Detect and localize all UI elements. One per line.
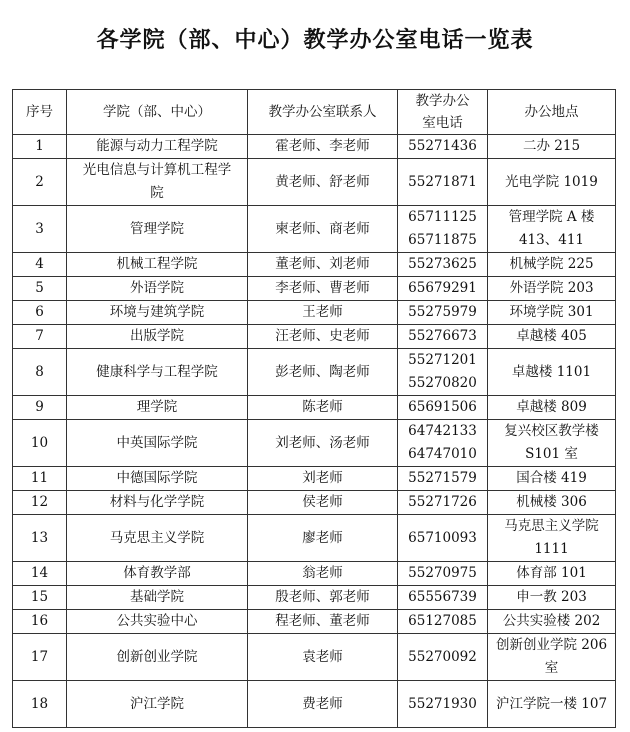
college-name: 沪江学院 — [67, 681, 248, 728]
contact-name: 殷老师、郭老师 — [248, 586, 398, 610]
row-number: 2 — [13, 159, 67, 206]
college-name: 能源与动力工程学院 — [67, 135, 248, 159]
phone-cell — [398, 349, 488, 396]
phone-number: 55271436 — [408, 138, 477, 154]
phone-number: 55270975 — [408, 565, 477, 581]
college-name: 马克思主义学院 — [67, 515, 248, 562]
row-number: 17 — [13, 634, 67, 681]
office-location: 申一教 203 — [488, 586, 616, 610]
table-row — [13, 206, 616, 253]
phone-number: 55270820 — [408, 375, 477, 391]
contact-name: 霍老师、李老师 — [248, 135, 398, 159]
phone-cell — [398, 467, 488, 491]
phone-number: 65127085 — [408, 613, 477, 629]
office-location: 卓越楼 809 — [488, 396, 616, 420]
college-name: 体育教学部 — [67, 562, 248, 586]
college-name: 理学院 — [67, 396, 248, 420]
header-no: 序号 — [13, 90, 67, 135]
contact-name: 刘老师、汤老师 — [248, 420, 398, 467]
phone-cell — [398, 634, 488, 681]
row-number: 12 — [13, 491, 67, 515]
phone-number: 64742133 — [408, 423, 477, 439]
contact-name: 费老师 — [248, 681, 398, 728]
table-row — [13, 610, 616, 634]
phone-number: 65711125 — [408, 209, 477, 225]
phone-number: 65711875 — [408, 232, 477, 248]
phone-cell — [398, 253, 488, 277]
table-row — [13, 349, 616, 396]
contact-name: 袁老师 — [248, 634, 398, 681]
phone-cell — [398, 301, 488, 325]
contact-name: 汪老师、史老师 — [248, 325, 398, 349]
table-row — [13, 467, 616, 491]
office-location: 马克思主义学院 1111 — [488, 515, 616, 562]
college-name: 中英国际学院 — [67, 420, 248, 467]
phone-cell — [398, 277, 488, 301]
phone-number: 55271930 — [408, 695, 477, 712]
office-location: 管理学院 A 楼 413、411 — [488, 206, 616, 253]
contact-name: 程老师、董老师 — [248, 610, 398, 634]
office-location: 光电学院 1019 — [488, 159, 616, 206]
table-row — [13, 420, 616, 467]
phone-number: 55273625 — [408, 256, 477, 272]
phone-number: 55271871 — [408, 173, 477, 190]
phone-number: 55271579 — [408, 470, 477, 486]
contact-table — [12, 89, 616, 728]
table-row — [13, 491, 616, 515]
contact-name: 柬老师、商老师 — [248, 206, 398, 253]
contact-name: 李老师、曹老师 — [248, 277, 398, 301]
contact-name: 翁老师 — [248, 562, 398, 586]
college-name: 中德国际学院 — [67, 467, 248, 491]
contact-name: 彭老师、陶老师 — [248, 349, 398, 396]
contact-name: 侯老师 — [248, 491, 398, 515]
phone-number: 55271201 — [408, 352, 477, 368]
college-name: 公共实验中心 — [67, 610, 248, 634]
phone-cell — [398, 610, 488, 634]
row-number: 14 — [13, 562, 67, 586]
phone-number: 65691506 — [408, 399, 477, 415]
phone-number: 64747010 — [408, 446, 477, 462]
row-number: 10 — [13, 420, 67, 467]
college-name: 基础学院 — [67, 586, 248, 610]
phone-cell — [398, 325, 488, 349]
header-location: 办公地点 — [488, 90, 616, 135]
office-location: 环境学院 301 — [488, 301, 616, 325]
office-location: 沪江学院一楼 107 — [488, 681, 616, 728]
table-row — [13, 396, 616, 420]
phone-cell — [398, 159, 488, 206]
row-number: 11 — [13, 467, 67, 491]
row-number: 4 — [13, 253, 67, 277]
table-header-row — [13, 90, 616, 135]
phone-number: 65710093 — [408, 529, 477, 546]
table-row — [13, 253, 616, 277]
office-location: 外语学院 203 — [488, 277, 616, 301]
row-number: 16 — [13, 610, 67, 634]
college-name: 机械工程学院 — [67, 253, 248, 277]
contact-name: 黄老师、舒老师 — [248, 159, 398, 206]
header-contact: 教学办公室联系人 — [248, 90, 398, 135]
phone-cell — [398, 396, 488, 420]
row-number: 7 — [13, 325, 67, 349]
row-number: 9 — [13, 396, 67, 420]
phone-number: 65679291 — [408, 280, 477, 296]
contact-name: 董老师、刘老师 — [248, 253, 398, 277]
row-number: 5 — [13, 277, 67, 301]
contact-name: 陈老师 — [248, 396, 398, 420]
office-location: 二办 215 — [488, 135, 616, 159]
office-location: 卓越楼 405 — [488, 325, 616, 349]
college-name: 健康科学与工程学院 — [67, 349, 248, 396]
office-location: 机械学院 225 — [488, 253, 616, 277]
table-row — [13, 681, 616, 728]
contact-name: 王老师 — [248, 301, 398, 325]
row-number: 3 — [13, 206, 67, 253]
header-college: 学院（部、中心） — [67, 90, 248, 135]
college-name: 材料与化学学院 — [67, 491, 248, 515]
table-row — [13, 135, 616, 159]
table-row — [13, 277, 616, 301]
table-row — [13, 301, 616, 325]
phone-cell — [398, 491, 488, 515]
phone-cell — [398, 681, 488, 728]
phone-number: 55276673 — [408, 328, 477, 344]
table-row — [13, 515, 616, 562]
office-location: 公共实验楼 202 — [488, 610, 616, 634]
phone-cell — [398, 515, 488, 562]
college-name: 创新创业学院 — [67, 634, 248, 681]
row-number: 15 — [13, 586, 67, 610]
phone-number: 55271726 — [408, 494, 477, 510]
table-row — [13, 159, 616, 206]
office-location: 体育部 101 — [488, 562, 616, 586]
phone-cell — [398, 135, 488, 159]
row-number: 13 — [13, 515, 67, 562]
college-name: 外语学院 — [67, 277, 248, 301]
row-number: 1 — [13, 135, 67, 159]
office-location: 复兴校区教学楼 S101 室 — [488, 420, 616, 467]
college-name: 光电信息与计算机工程学院 — [67, 159, 248, 206]
row-number: 18 — [13, 681, 67, 728]
college-name: 出版学院 — [67, 325, 248, 349]
phone-cell — [398, 562, 488, 586]
phone-number: 55270092 — [408, 648, 477, 665]
office-location: 卓越楼 1101 — [488, 349, 616, 396]
office-location: 机械楼 306 — [488, 491, 616, 515]
header-phone: 教学办公室电话 — [398, 90, 488, 135]
office-location: 创新创业学院 206 室 — [488, 634, 616, 681]
phone-cell — [398, 206, 488, 253]
phone-number: 65556739 — [408, 589, 477, 605]
phone-number: 55275979 — [408, 304, 477, 320]
phone-cell — [398, 586, 488, 610]
table-row — [13, 634, 616, 681]
table-row — [13, 562, 616, 586]
row-number: 6 — [13, 301, 67, 325]
page-title: 各学院（部、中心）教学办公室电话一览表 — [96, 27, 534, 53]
row-number: 8 — [13, 349, 67, 396]
phone-cell — [398, 420, 488, 467]
college-name: 管理学院 — [67, 206, 248, 253]
contact-name: 廖老师 — [248, 515, 398, 562]
table-row — [13, 586, 616, 610]
college-name: 环境与建筑学院 — [67, 301, 248, 325]
table-row — [13, 325, 616, 349]
contact-name: 刘老师 — [248, 467, 398, 491]
office-location: 国合楼 419 — [488, 467, 616, 491]
